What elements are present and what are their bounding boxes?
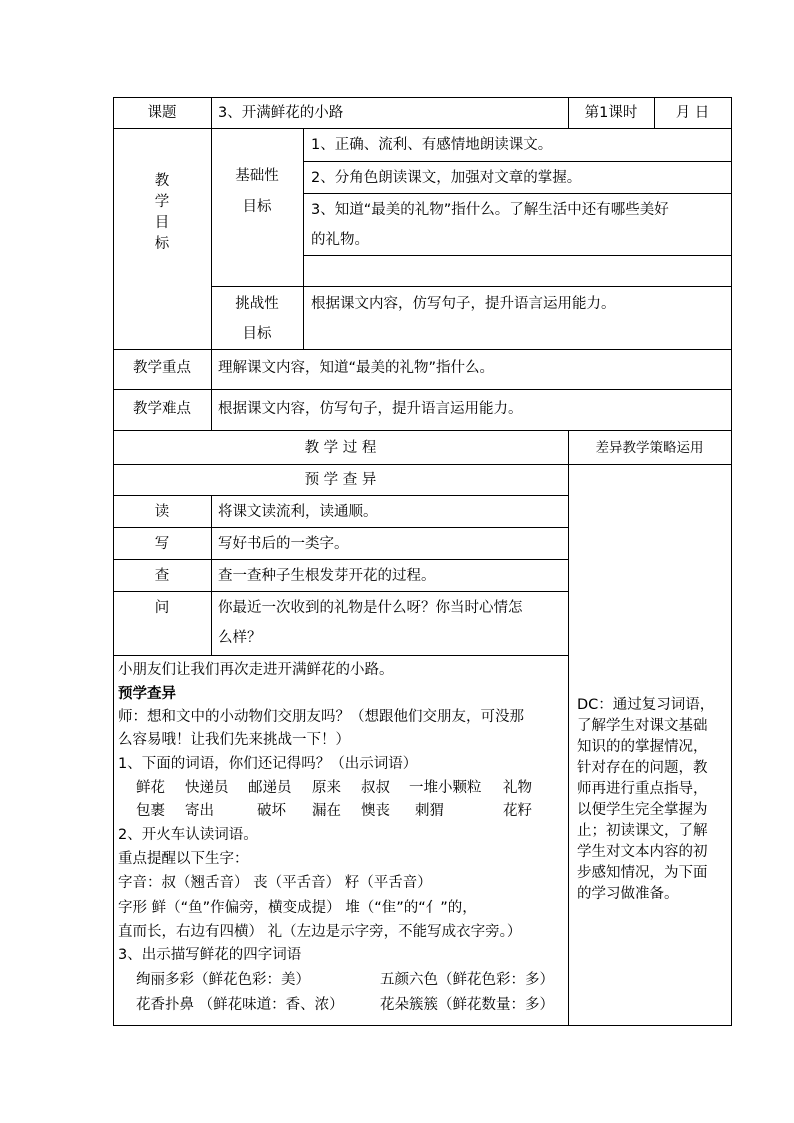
vocab-word: 原来 (312, 780, 341, 796)
vocab-word: 快递员 (185, 780, 229, 796)
idiom: 绚丽多彩（鲜花色彩：美） (136, 972, 310, 988)
strategy-line: 的学习做准备。 (577, 886, 679, 902)
row-label-search: 查 (154, 568, 170, 584)
basic-goal-item-1: 1、正确、流利、有感情地朗读课文。 (311, 137, 553, 153)
basic-goal-item-3-cont: 的礼物。 (311, 232, 369, 248)
body-line: 师：想和文中的小动物们交朋友吗？（想跟他们交朋友，可没那 (118, 709, 524, 725)
strategy-line: 了解学生对课文基础 (577, 718, 708, 734)
challenge-goal-label-2: 目标 (242, 326, 272, 342)
process-title: 教 学 过 程 (304, 440, 377, 456)
goals-label-char-3: 目 (154, 215, 170, 231)
body-line: 直而长，右边有四横） 礼（左边是示字旁，不能写成衣字旁。） (118, 924, 522, 940)
basic-goal-label-2: 目标 (242, 199, 272, 215)
strategy-line: 针对存在的问题，教 (577, 760, 708, 776)
challenge-goal-label: 挑战性 (235, 296, 279, 312)
body-line: 么容易哦！让我们先来挑战一下！） (118, 732, 350, 748)
basic-goal-item-3: 3、知道“最美的礼物”指什么。了解生活中还有哪些美好 (311, 202, 669, 218)
vocab-word: 破坏 (257, 803, 286, 819)
strategy-line: 知识的的掌握情况， (577, 739, 708, 755)
difficulty-text: 根据课文内容，仿写句子，提升语言运用能力。 (218, 401, 523, 417)
strategy-line: 以便学生完全掌握为 (577, 802, 708, 818)
date-field: 月 日 (675, 105, 710, 121)
difficulty-label: 教学难点 (133, 401, 191, 417)
vocab-word: 礼物 (503, 780, 532, 796)
row-label-read: 读 (154, 504, 170, 520)
vocab-word: 懊丧 (361, 803, 390, 819)
vocab-word: 叔叔 (361, 780, 390, 796)
preview-title: 预 学 查 异 (304, 472, 377, 488)
topic-label: 课题 (147, 105, 177, 121)
body-line: 重点提醒以下生字： (118, 851, 249, 867)
vocab-word: 漏在 (312, 803, 341, 819)
goals-label-char-4: 标 (154, 236, 170, 252)
key-point-label: 教学重点 (133, 360, 191, 376)
lesson-period: 第1课时 (584, 105, 638, 121)
body-line: 1、下面的词语，你们还记得吗？（出示词语） (118, 756, 418, 772)
strategy-line: DC：通过复习词语， (577, 697, 715, 713)
vocab-word: 包裹 (136, 803, 165, 819)
row-text-ask-cont: 么样？ (218, 630, 262, 646)
row-text-read: 将课文读流利，读通顺。 (218, 504, 378, 520)
goals-label-char-2: 学 (154, 194, 170, 210)
strategy-line: 步感知情况，为下面 (577, 865, 708, 881)
strategy-line: 师再进行重点指导， (577, 781, 708, 797)
strategy-line: 止；初读课文，了解 (577, 823, 708, 839)
vocab-word: 刺猬 (415, 803, 444, 819)
basic-goal-item-2: 2、分角色朗读课文，加强对文章的掌握。 (311, 170, 582, 186)
body-heading: 预学查异 (118, 686, 176, 702)
row-label-write: 写 (154, 536, 170, 552)
vocab-word: 一堆小颗粒 (409, 780, 482, 796)
body-line: 2、开火车认读词语。 (118, 827, 258, 843)
row-label-ask: 问 (154, 600, 170, 616)
body-line: 小朋友们让我们再次走进开满鲜花的小路。 (118, 662, 394, 678)
vocab-word: 鲜花 (136, 780, 165, 796)
key-point-text: 理解课文内容，知道“最美的礼物”指什么。 (218, 360, 495, 376)
strategy-title: 差异教学策略运用 (595, 440, 704, 456)
idiom: 五颜六色（鲜花色彩：多） (380, 972, 554, 988)
goals-label-char-1: 教 (154, 173, 170, 189)
challenge-goal-text: 根据课文内容，仿写句子，提升语言运用能力。 (311, 296, 616, 312)
body-line: 3、出示描写鲜花的四字词语 (118, 947, 302, 963)
vocab-word: 邮递员 (248, 780, 292, 796)
body-line: 字音：叔（翘舌音） 丧（平舌音） 籽（平舌音） (118, 875, 432, 891)
vocab-word: 寄出 (185, 803, 214, 819)
row-text-write: 写好书后的一类字。 (218, 536, 349, 552)
idiom: 花香扑鼻 （鲜花味道：香、浓） (136, 997, 344, 1013)
strategy-line: 学生对文本内容的初 (577, 844, 708, 860)
row-text-ask: 你最近一次收到的礼物是什么呀？你当时心情怎 (218, 600, 523, 616)
body-line: 字形 鲜（“鱼”作偏旁，横变成提） 堆（“隹”的“亻”的， (118, 900, 477, 916)
topic-value: 3、开满鲜花的小路 (218, 105, 344, 121)
row-text-search: 查一查种子生根发芽开花的过程。 (218, 568, 436, 584)
basic-goal-label: 基础性 (235, 168, 279, 184)
vocab-word: 花籽 (503, 803, 532, 819)
idiom: 花朵簇簇（鲜花数量：多） (380, 997, 554, 1013)
